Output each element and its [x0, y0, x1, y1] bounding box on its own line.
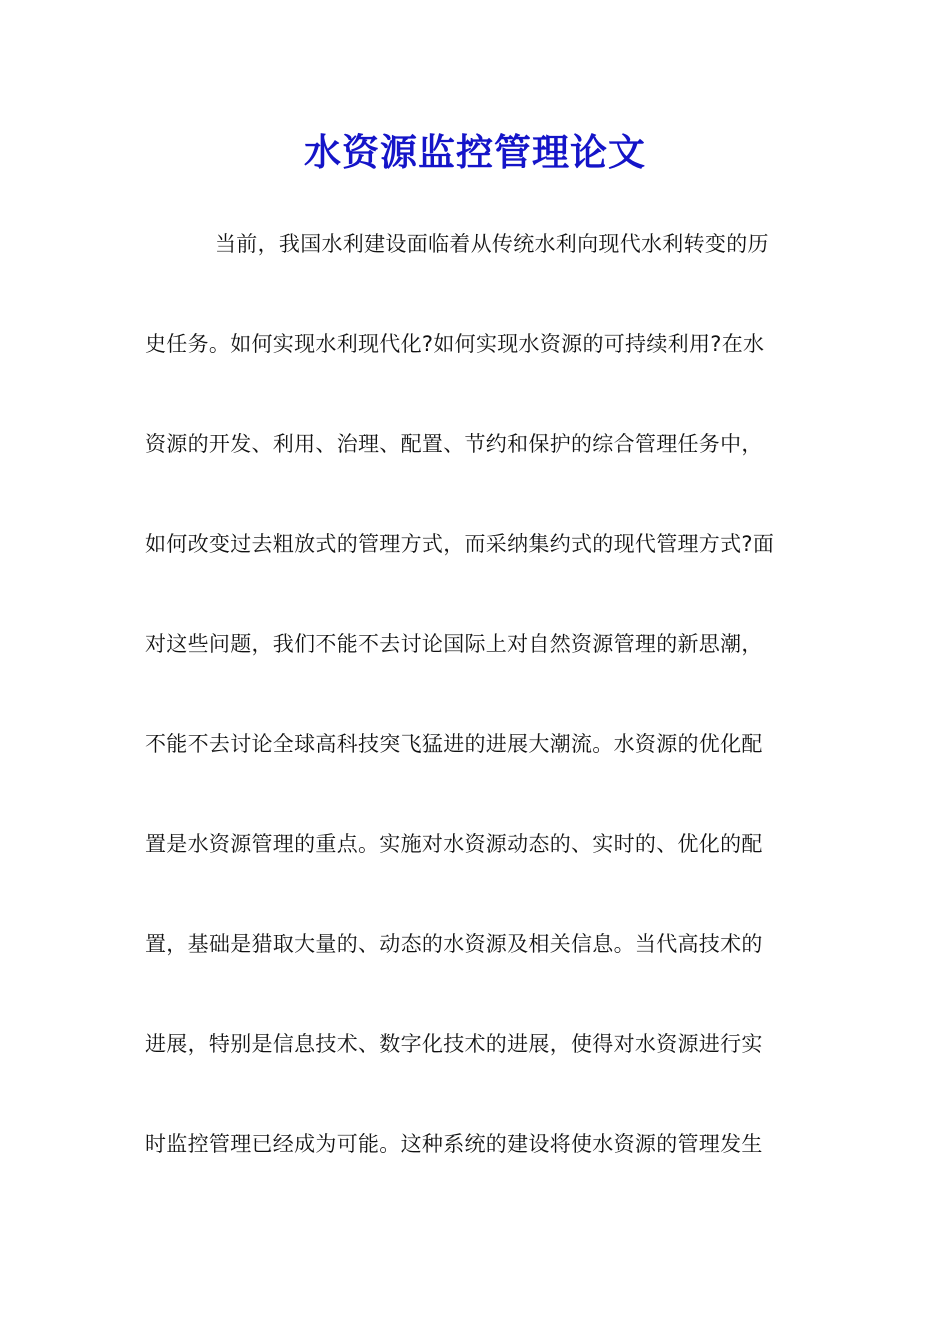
paragraph-line: 史任务。如何实现水利现代化?如何实现水资源的可持续利用?在水	[145, 332, 765, 356]
paragraph-line: 时监控管理已经成为可能。这种系统的建设将使水资源的管理发生	[145, 1132, 763, 1156]
paragraph-line: 对这些问题，我们不能不去讨论国际上对自然资源管理的新思潮，	[145, 632, 763, 656]
document-title: 水资源监控管理论文	[304, 130, 646, 174]
document-body	[145, 222, 815, 1222]
paragraph-line: 如何改变过去粗放式的管理方式，而采纳集约式的现代管理方式?面	[145, 532, 775, 556]
paragraph-line: 置是水资源管理的重点。实施对水资源动态的、实时的、优化的配	[145, 832, 763, 856]
paragraph-line: 置，基础是猎取大量的、动态的水资源及相关信息。当代高技术的	[145, 932, 763, 956]
paragraph-line: 不能不去讨论全球高科技突飞猛进的进展大潮流。水资源的优化配	[145, 732, 763, 756]
paragraph-line: 当前，我国水利建设面临着从传统水利向现代水利转变的历	[215, 232, 769, 256]
paragraph-line: 进展，特别是信息技术、数字化技术的进展，使得对水资源进行实	[145, 1032, 763, 1056]
paragraph-line: 资源的开发、利用、治理、配置、节约和保护的综合管理任务中，	[145, 432, 763, 456]
